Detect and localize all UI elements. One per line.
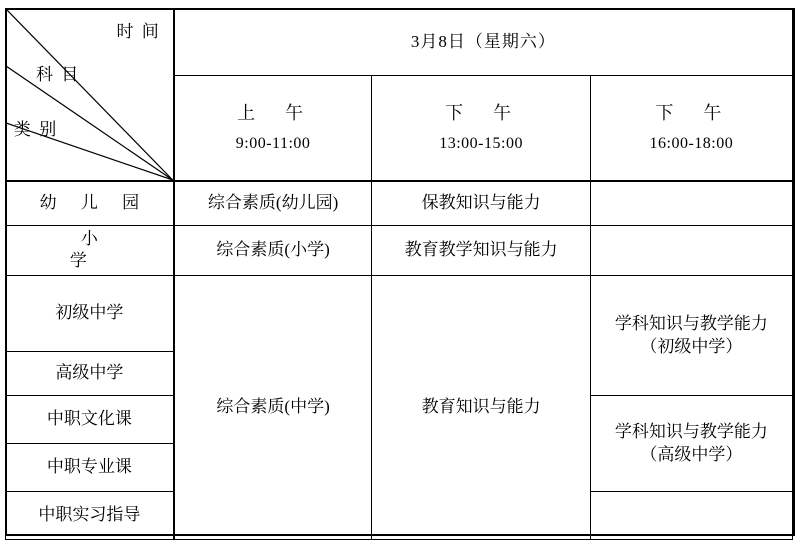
category-vocational-culture: 中职文化课 bbox=[6, 396, 174, 444]
subject-kindergarten-evening bbox=[590, 181, 792, 225]
corner-header-cell bbox=[6, 9, 174, 182]
session-header-morning bbox=[174, 76, 372, 182]
session-time-afternoon: 13:00-15:00 bbox=[439, 135, 523, 153]
subject-senior-evening-line1: 学科知识与教学能力 bbox=[614, 421, 768, 441]
session-header-evening bbox=[590, 76, 792, 182]
category-vocational-internship: 中职实习指导 bbox=[6, 492, 174, 540]
category-primary: 小 学 bbox=[6, 225, 174, 276]
session-name-morning: 上 午 bbox=[237, 103, 310, 124]
subject-junior-evening-line2: （初级中学） bbox=[640, 336, 743, 356]
table-row-kindergarten bbox=[6, 181, 793, 225]
subject-primary-afternoon: 教育教学知识与能力 bbox=[372, 225, 590, 276]
session-time-evening: 16:00-18:00 bbox=[649, 135, 734, 153]
session-name-afternoon: 下 午 bbox=[445, 103, 518, 124]
session-header-afternoon bbox=[372, 76, 590, 182]
category-senior-middle: 高级中学 bbox=[6, 352, 174, 396]
table-row-junior-middle bbox=[6, 276, 793, 352]
session-name-evening: 下 午 bbox=[655, 103, 728, 124]
table-row-primary bbox=[6, 225, 793, 276]
table-header-row-date bbox=[6, 9, 793, 76]
subject-kindergarten-morning: 综合素质(幼儿园) bbox=[174, 181, 372, 225]
subject-primary-morning: 综合素质(小学) bbox=[174, 225, 372, 276]
subject-junior-evening-merged bbox=[590, 276, 792, 396]
subject-senior-evening-line2: （高级中学） bbox=[640, 444, 743, 464]
exam-schedule-table bbox=[5, 8, 793, 540]
subject-junior-evening-line1: 学科知识与教学能力 bbox=[614, 313, 768, 333]
subject-kindergarten-afternoon: 保教知识与能力 bbox=[372, 181, 590, 225]
subject-primary-evening bbox=[590, 225, 792, 276]
subject-middle-afternoon-merged: 教育知识与能力 bbox=[372, 276, 590, 540]
date-header-cell: 3月8日（星期六） bbox=[174, 9, 793, 76]
subject-senior-evening-merged bbox=[590, 396, 792, 492]
subject-internship-evening bbox=[590, 492, 792, 540]
subject-middle-morning-merged: 综合素质(中学) bbox=[174, 276, 372, 540]
category-junior-middle: 初级中学 bbox=[6, 276, 174, 352]
session-time-morning: 9:00-11:00 bbox=[235, 135, 311, 153]
corner-category-label: 类 别 bbox=[14, 120, 59, 139]
corner-time-label: 时 间 bbox=[116, 22, 161, 41]
category-kindergarten: 幼 儿 园 bbox=[6, 181, 174, 225]
category-vocational-major: 中职专业课 bbox=[6, 444, 174, 492]
corner-subject-label: 科 目 bbox=[36, 65, 81, 84]
